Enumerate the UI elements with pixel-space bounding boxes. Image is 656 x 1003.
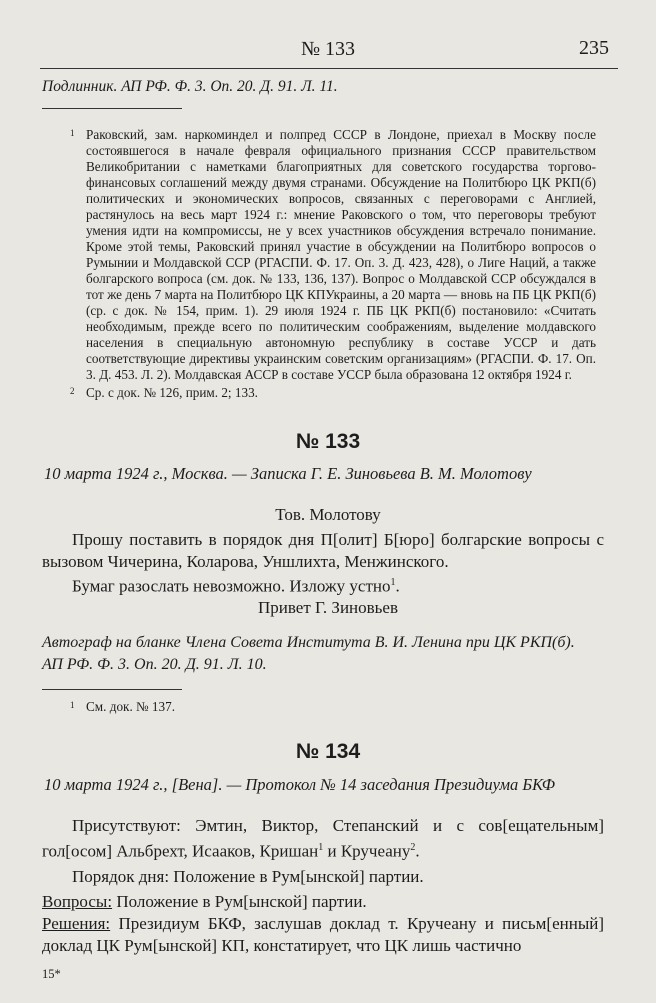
doc133-para1: Прошу поставить в порядок дня П[олит] Б[юро] болгарские вопросы с вызовом Чичерина, Коларова, Уншлихта, Менжинского.	[42, 530, 604, 571]
questions-label: Вопросы:	[42, 892, 113, 911]
footnote-mark: 1	[70, 700, 75, 710]
footnote-mark: 2	[70, 386, 75, 396]
footnote-text: Раковский, зам. наркоминдел и полпред СССР в Лондоне, приехал в Москву после состоявшегося в начале февраля официального признания СССР правительством Великобритании с наметками благоприятных для советского государства торгово-финансовых соглашений между двумя странами. Обсуждение на Политбюро ЦК РКП(б) политических и экономических вопросов, связанных с переговорами с Англией, растянулось на весь март 1924 г.: мнение Раковского о том, что переговоры требуют умения идти на компромиссы, не у всех участников обсуждения встречало понимание. Кроме этой темы, Раковский принял участие в обсуждении на Политбюро вопросов о Румынии и Молдавской ССР (РГАСПИ. Ф. 17. Оп. 3. Д. 423, 428), о Лиге Наций, а также болгарского вопроса (см. док. № 133, 136, 137). Вопрос о Молдавской ССР обсуждался в тот же день 7 марта на Политбюро ЦК КПУкраины, а 20 марта — вновь на ПБ ЦК РКП(б) (ср. с док. № 154, прим. 1). 29 июля 1924 г. ПБ ЦК РКП(б) постановило: «Считать необходимым, прежде всего по политическим соображениям, выделение молдавского населения в специальную автономную республику в составе УССР и дать соответствующие директивы украинским советским организациям» (РГАСПИ. Ф. 17. Оп. 3. Д. 453. Л. 2). Молдавская АССР в составе УССР была образована 12 октября 1924 г.	[86, 127, 596, 382]
doc133-heading: 10 марта 1924 г., Москва. — Записка Г. Е. Зиновьева В. М. Молотову	[44, 464, 532, 483]
doc133-para2: Бумаг разослать невозможно. Изложу устно$^1$.	[72, 576, 400, 596]
doc133-salutation: Тов. Молотову	[275, 505, 381, 524]
footnote-mark: 1	[70, 128, 75, 138]
source-note-top: Подлинник. АП РФ. Ф. 3. Оп. 20. Д. 91. Л. 11.	[42, 78, 338, 95]
running-header-title: № 133	[300, 38, 356, 60]
doc134-agenda: Порядок дня: Положение в Рум[ынской] партии.	[72, 867, 424, 886]
doc134-questions: Вопросы: Положение в Рум[ынской] партии.	[42, 892, 367, 911]
doc134-present: Присутствуют: Эмтин, Виктор, Степанский и с сов[ещательным] гол[осом] Альбрехт, Исааков, Кришан$^1$ и Кручеану$^2$.	[42, 816, 604, 861]
doc133-source-1: Автограф на бланке Члена Совета Института В. И. Ленина при ЦК РКП(б).	[42, 634, 575, 651]
footnote-text: См. док. № 137.	[86, 699, 175, 714]
footnote-2-top	[70, 385, 596, 401]
doc133-footnote	[70, 699, 596, 715]
footnote-rule-doc133	[42, 689, 182, 690]
doc133-number: № 133	[295, 430, 361, 453]
signature-mark: 15*	[42, 967, 61, 981]
header-rule	[40, 68, 618, 69]
footnote-text: Ср. с док. № 126, прим. 2; 133.	[86, 385, 258, 400]
doc134-number: № 134	[295, 740, 361, 763]
doc133-signature: Привет Г. Зиновьев	[257, 598, 398, 617]
decisions-label: Решения:	[42, 914, 111, 933]
doc133-source-2: АП РФ. Ф. 3. Оп. 20. Д. 91. Л. 10.	[42, 656, 267, 673]
doc134-heading: 10 марта 1924 г., [Вена]. — Протокол № 14 заседания Президиума БКФ	[44, 775, 556, 794]
footnote-1-top	[70, 127, 596, 383]
doc134-decisions: Решения: Президиум БКФ, заслушав доклад т. Кручеану и письм[енный] доклад ЦК Рум[ынской] КП, констатирует, что ЦК лишь частично	[42, 914, 604, 955]
footnote-rule-top	[42, 108, 182, 109]
page-number: 235	[579, 37, 609, 59]
